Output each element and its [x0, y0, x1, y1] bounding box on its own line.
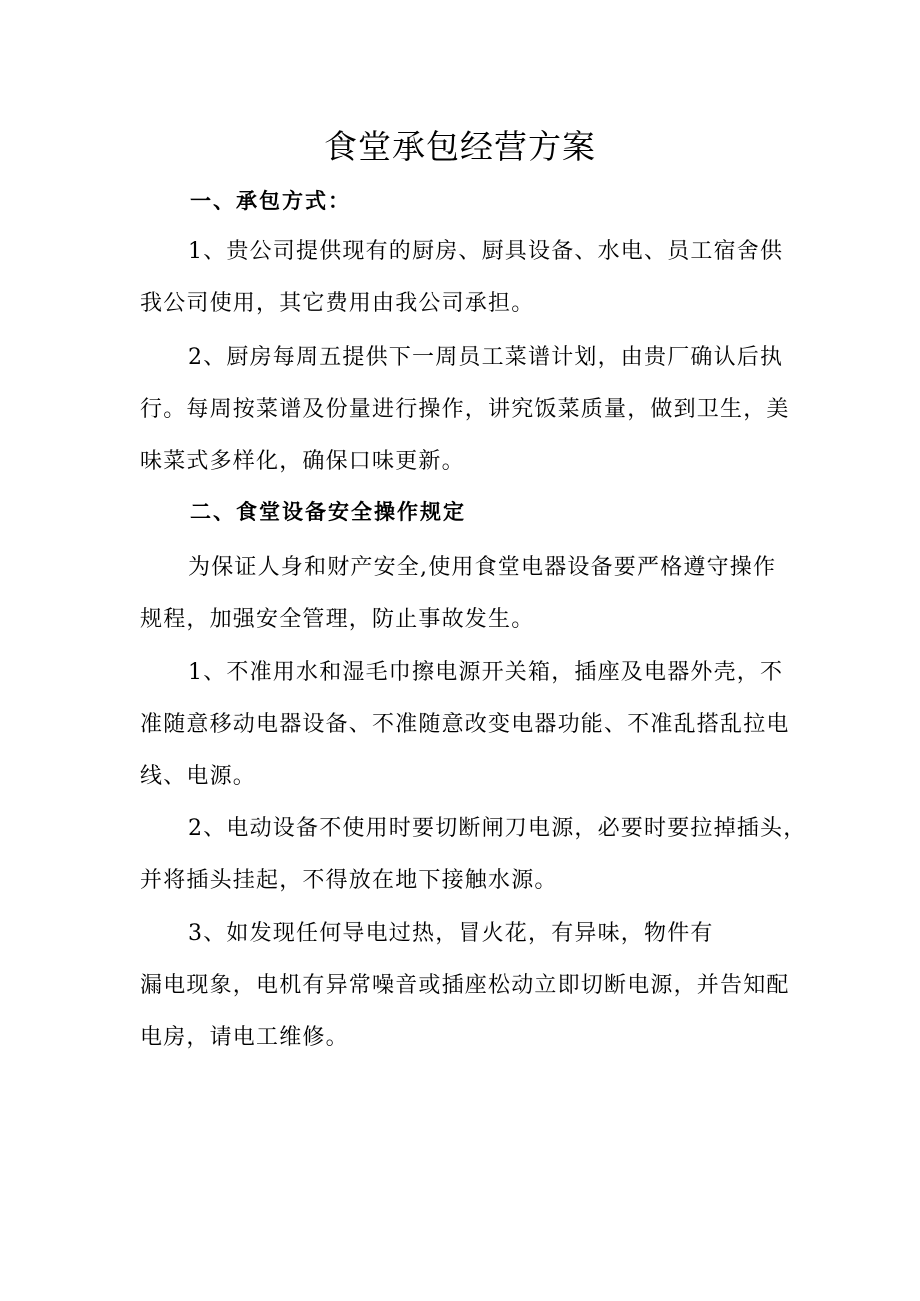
paragraph-line: 1、贵公司提供现有的厨房、厨具设备、水电、员工宿舍供	[188, 239, 784, 264]
paragraph-line: 线、电源。	[140, 764, 257, 789]
paragraph-safety-item-2	[140, 803, 807, 907]
paragraph-safety-item-1	[140, 647, 790, 803]
paragraph-item-1	[140, 226, 785, 330]
paragraph-line: 3、如发现任何导电过热，冒火花，有异味，物件有	[188, 921, 714, 946]
paragraph-line: 行。每周按菜谱及份量进行操作，讲究饭菜质量，做到卫生，美	[140, 397, 790, 422]
paragraph-line: 2、电动设备不使用时要切断闸刀电源，必要时要拉掉插头，	[188, 816, 807, 841]
document-title: 食堂承包经营方案	[324, 127, 596, 166]
paragraph-line: 规程，加强安全管理，防止事故发生。	[140, 607, 535, 632]
paragraph-line: 1、不准用水和湿毛巾擦电源开关箱，插座及电器外壳，不	[188, 660, 784, 685]
section-heading-safety-rules: 二、食堂设备安全操作规定	[190, 500, 466, 524]
paragraph-item-2	[140, 332, 790, 488]
paragraph-line: 味菜式多样化，确保口味更新。	[140, 449, 465, 474]
section-heading-contract-method: 一、承包方式：	[190, 189, 351, 213]
paragraph-safety-item-3	[140, 908, 790, 1064]
paragraph-line: 我公司使用，其它费用由我公司承担。	[140, 291, 535, 316]
paragraph-line: 电房，请电工维修。	[140, 1025, 349, 1050]
paragraph-line: 为保证人身和财产安全,使用食堂电器设备要严格遵守操作	[188, 555, 777, 580]
paragraph-line: 2、厨房每周五提供下一周员工菜谱计划，由贵厂确认后执	[188, 345, 784, 370]
paragraph-line: 漏电现象，电机有异常噪音或插座松动立即切断电源，并告知配	[140, 973, 790, 998]
paragraph-line: 准随意移动电器设备、不准随意改变电器功能、不准乱搭乱拉电	[140, 712, 790, 737]
paragraph-line: 并将插头挂起，不得放在地下接触水源。	[140, 868, 558, 893]
paragraph-safety-intro	[140, 542, 785, 646]
